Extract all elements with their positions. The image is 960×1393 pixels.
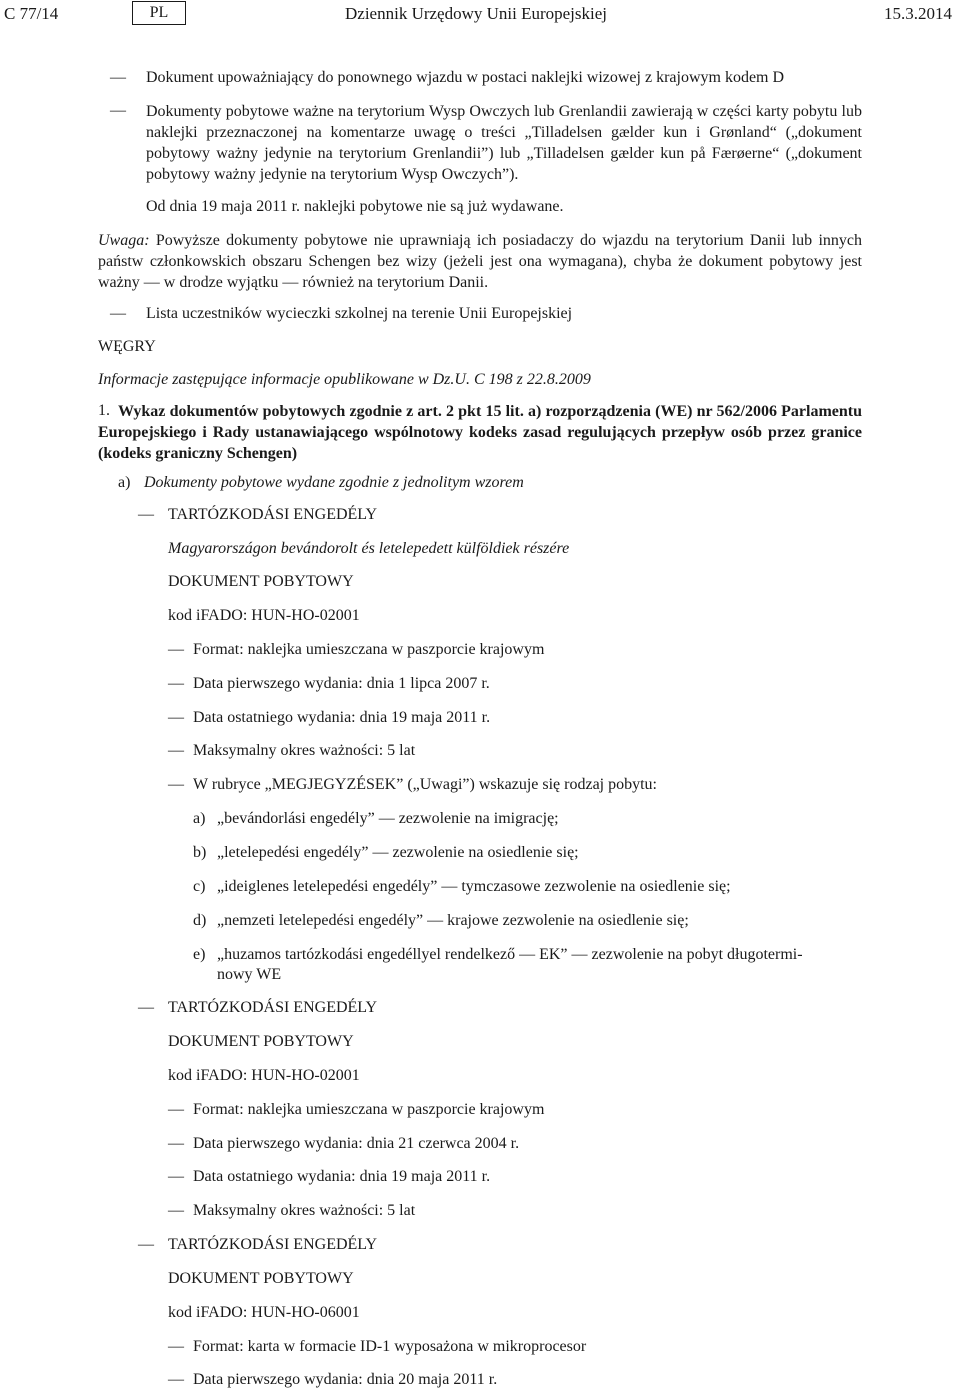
doc2-first-issue: Data pierwszego wydania: dnia 21 czerwca 2004 r. <box>193 1135 520 1152</box>
dash-marker: — <box>168 1202 184 1219</box>
doc2-validity: Maksymalny okres ważności: 5 lat <box>193 1202 416 1219</box>
doc1-type: DOKUMENT POBYTOWY <box>168 573 354 590</box>
issue-date: 15.3.2014 <box>884 4 952 23</box>
doc1-title: TARTÓZKODÁSI ENGEDÉLY <box>168 506 378 523</box>
doc3-format: Format: karta w formacie ID-1 wyposażona w mikroprocesor <box>193 1338 587 1355</box>
dash-marker: — <box>168 1168 184 1185</box>
intro-item-reentry: Dokument upoważniający do ponownego wjazdu w postaci naklejki wizowej z krajowym kodem D <box>146 69 785 86</box>
doc2-title: TARTÓZKODÁSI ENGEDÉLY <box>168 999 378 1016</box>
dash-marker: — <box>168 641 184 658</box>
page-reference: C 77/14 <box>4 4 59 23</box>
doc1-validity: Maksymalny okres ważności: 5 lat <box>193 742 416 759</box>
doc2-code: kod iFADO: HUN-HO-02001 <box>168 1067 360 1084</box>
dash-marker: — <box>168 1371 184 1388</box>
page-header <box>0 2 960 30</box>
section-title: Wykaz dokumentów pobytowych zgodnie z art. 2 pkt 15 lit. a) rozporządzenia (WE) nr 562/2006 Parlamentu Europejskiego i Rady ustanawiającego wspólnotowy kodeks zasad regulujących przepływ osób przez granice (kodeks graniczny Schengen) <box>98 403 862 462</box>
doc2-format: Format: naklejka umieszczana w paszporcie krajowym <box>193 1101 545 1118</box>
dash-marker: — <box>110 305 126 322</box>
doc3-type: DOKUMENT POBYTOWY <box>168 1270 354 1287</box>
dash-marker: — <box>168 776 184 793</box>
type-text: „letelepedési engedély” — zezwolenie na osiedlenie się; <box>217 844 579 861</box>
type-text: „nemzeti letelepedési engedély” — krajowe zezwolenie na osiedlenie się; <box>217 912 689 929</box>
dash-marker: — <box>168 1338 184 1355</box>
dash-marker: — <box>110 69 126 86</box>
doc1-remarks: W rubryce „MEGJEGYZÉSEK” („Uwagi”) wskazuje się rodzaj pobytu: <box>193 776 657 793</box>
doc2-type: DOKUMENT POBYTOWY <box>168 1033 354 1050</box>
sub-a-text: Dokumenty pobytowe wydane zgodnie z jednolitym wzorem <box>144 474 524 491</box>
type-label: c) <box>193 878 206 895</box>
language-badge: PL <box>132 1 186 25</box>
doc1-first-issue: Data pierwszego wydania: dnia 1 lipca 2007 r. <box>193 675 490 692</box>
country-heading: WĘGRY <box>98 338 156 355</box>
dash-marker: — <box>138 506 154 523</box>
intro-item-school-trip: Lista uczestników wycieczki szkolnej na terenie Unii Europejskiej <box>146 305 573 322</box>
intro-item-note: Od dnia 19 maja 2011 r. naklejki pobytowe nie są już wydawane. <box>146 198 564 215</box>
sub-a-label: a) <box>118 474 131 491</box>
doc1-format: Format: naklejka umieszczana w paszporcie krajowym <box>193 641 545 658</box>
dash-marker: — <box>168 1135 184 1152</box>
type-label: e) <box>193 946 206 963</box>
intro-item-faroe-greenland: Dokumenty pobytowe ważne na terytorium Wysp Owczych lub Grenlandii zawierają w części karty pobytu lub naklejki przeznaczonej na komentarze uwagę o treści „Tilladelsen gælder kun i Grønland“ („dokument pobytowy ważny jedynie na terytorium Grenlandii”) lub „Tilladelsen gælder kun på Færøerne“ („dokument pobytowy ważny jedynie na terytorium Wysp Owczych”). <box>146 103 862 183</box>
doc1-code: kod iFADO: HUN-HO-02001 <box>168 607 360 624</box>
dash-marker: — <box>168 742 184 759</box>
dash-marker: — <box>168 709 184 726</box>
doc1-subtitle: Magyarországon bevándorolt és letelepedett külföldiek részére <box>168 540 570 557</box>
doc3-first-issue: Data pierwszego wydania: dnia 20 maja 2011 r. <box>193 1371 498 1388</box>
uwaga-text: Powyższe dokumenty pobytowe nie uprawniają ich posiadaczy do wjazdu na terytorium Danii lub innych państw członkowskich obszaru Schengen bez wizy (jeżeli jest ona wymagana), chyba że dokument pobytowy jest ważny — w drodze wyjątku — również na terytorium Danii. <box>98 232 862 291</box>
type-text: „bevándorlási engedély” — zezwolenie na imigrację; <box>217 810 559 827</box>
dash-marker: — <box>138 999 154 1016</box>
type-text: „huzamos tartózkodási engedéllyel rendelkező — EK” — zezwolenie na pobyt długotermi- <box>217 946 803 963</box>
dash-marker: — <box>168 1101 184 1118</box>
doc3-code: kod iFADO: HUN-HO-06001 <box>168 1304 360 1321</box>
dash-marker: — <box>138 1236 154 1253</box>
type-text-continued: nowy WE <box>217 966 282 983</box>
dash-marker: — <box>168 675 184 692</box>
journal-title: Dziennik Urzędowy Unii Europejskiej <box>345 4 608 23</box>
type-label: b) <box>193 844 207 861</box>
uwaga-paragraph <box>98 230 862 293</box>
doc1-last-issue: Data ostatniego wydania: dnia 19 maja 2011 r. <box>193 709 491 726</box>
type-label: a) <box>193 810 206 827</box>
section-number: 1. <box>98 402 110 419</box>
type-label: d) <box>193 912 207 929</box>
doc3-title: TARTÓZKODÁSI ENGEDÉLY <box>168 1236 378 1253</box>
dash-marker: — <box>110 102 126 119</box>
type-text: „ideiglenes letelepedési engedély” — tymczasowe zezwolenie na osiedlenie się; <box>217 878 731 895</box>
replacement-info: Informacje zastępujące informacje opublikowane w Dz.U. C 198 z 22.8.2009 <box>98 371 591 388</box>
uwaga-label: Uwaga: <box>98 232 150 249</box>
doc2-last-issue: Data ostatniego wydania: dnia 19 maja 2011 r. <box>193 1168 491 1185</box>
